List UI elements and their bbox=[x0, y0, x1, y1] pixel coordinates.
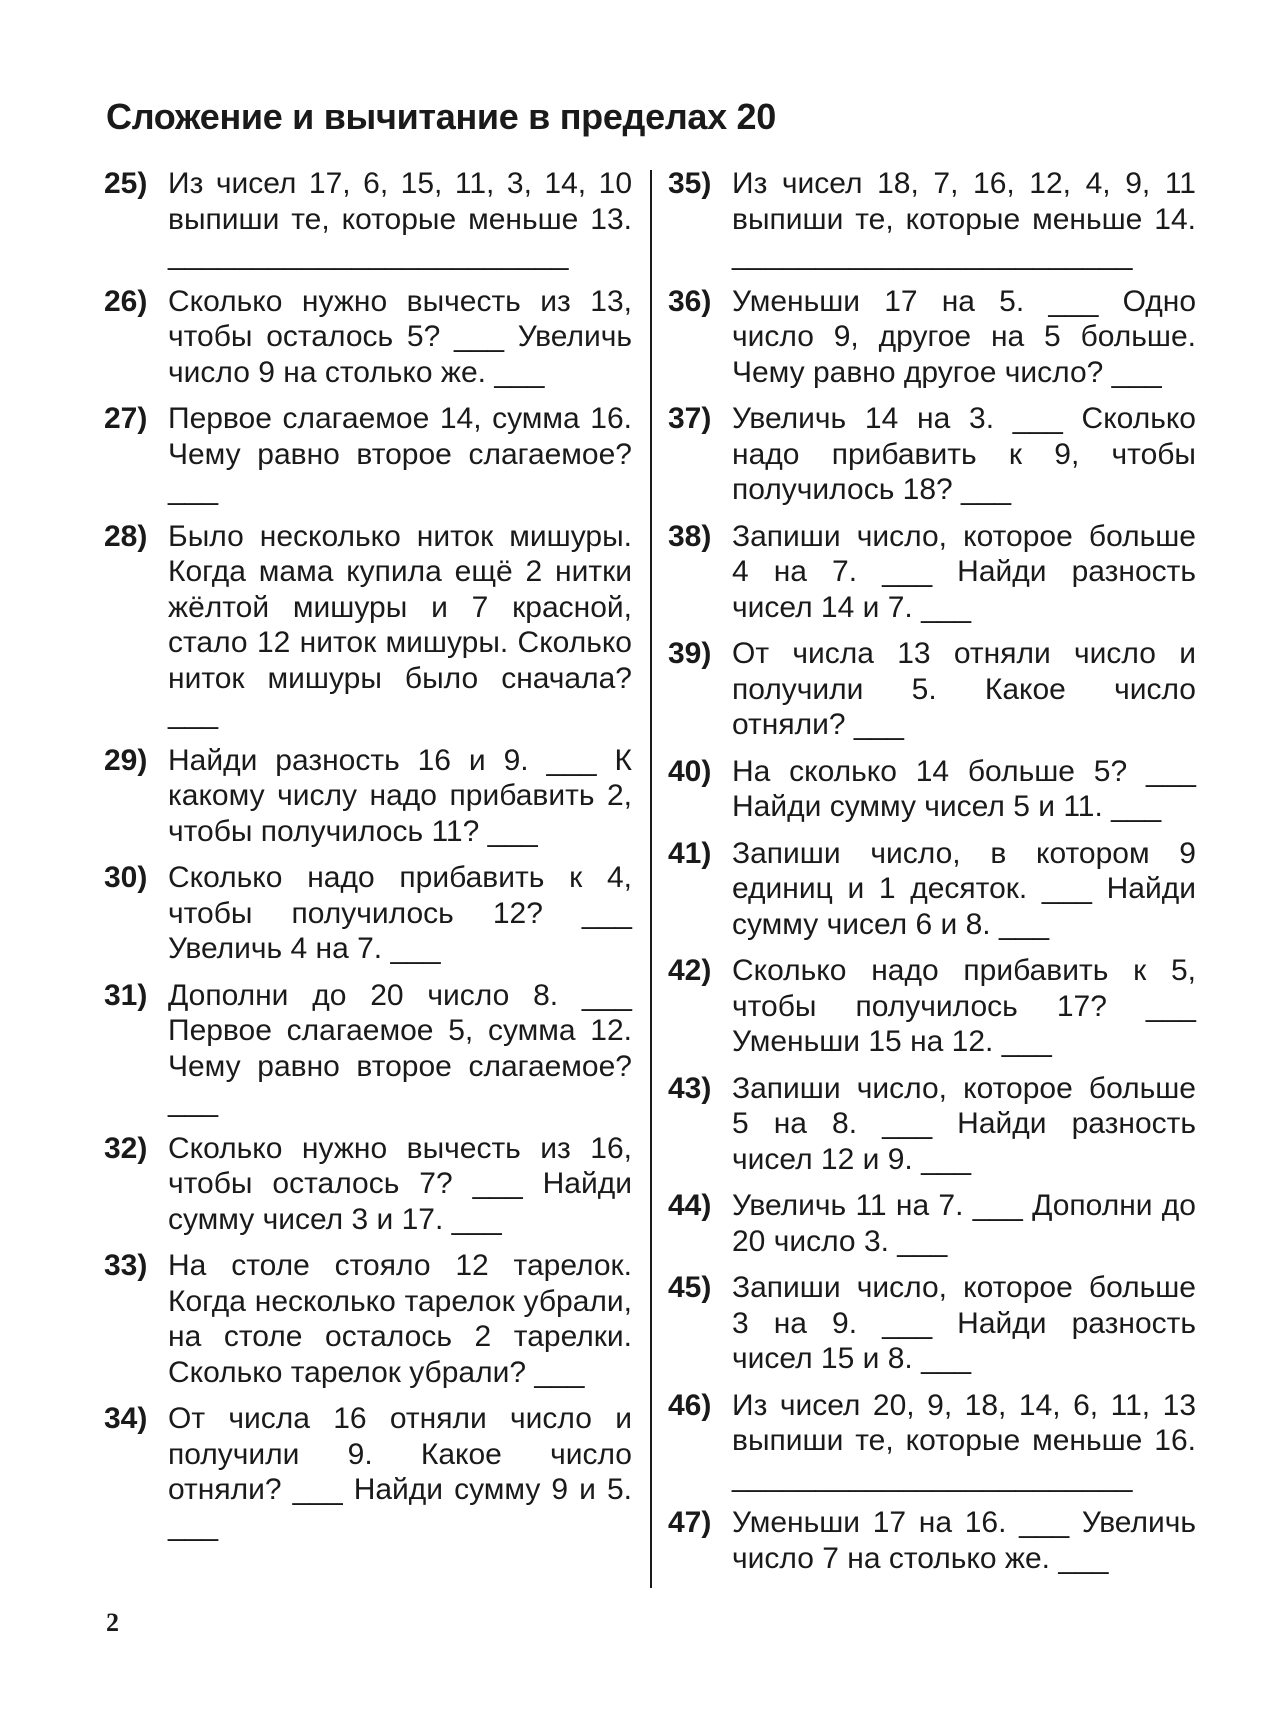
task-number: 38) bbox=[668, 519, 712, 553]
task-number: 47) bbox=[668, 1506, 712, 1539]
task-number: 46) bbox=[668, 1388, 712, 1422]
task-number: 40) bbox=[668, 754, 712, 788]
task-text: Из чисел 20, 9, 18, 14, 6, 11, 13 выпиши те, которые меньше 16. ________________________ bbox=[732, 1388, 1196, 1493]
task-item bbox=[104, 860, 632, 967]
task-number: 28) bbox=[104, 519, 148, 553]
task-text: На столе стояло 12 тарелок. Когда несколько тарелок убрали, на столе осталось 2 тарелки. Сколько тарелок убрали? ___ bbox=[168, 1249, 632, 1389]
page-number: 2 bbox=[106, 1608, 119, 1637]
task-number: 36) bbox=[668, 284, 712, 318]
task-item bbox=[104, 743, 632, 850]
task-number: 43) bbox=[668, 1071, 712, 1105]
task-number: 32) bbox=[104, 1131, 148, 1165]
task-item bbox=[668, 284, 1196, 391]
task-text: Увеличь 11 на 7. ___ Дополни до 20 число 3. ___ bbox=[732, 1189, 1196, 1258]
task-number: 26) bbox=[104, 284, 148, 318]
task-text: Уменьши 17 на 16. ___ Увеличь число 7 на столько же. ___ bbox=[732, 1506, 1196, 1575]
task-text: Запиши число, которое больше 3 на 9. ___ Найди разность чисел 15 и 8. ___ bbox=[732, 1271, 1196, 1375]
task-text: Сколько нужно вычесть из 13, чтобы осталось 5? ___ Увеличь число 9 на столько же. ___ bbox=[168, 284, 632, 389]
task-item bbox=[668, 519, 1196, 626]
task-item bbox=[668, 1071, 1196, 1178]
task-item bbox=[104, 1248, 632, 1390]
task-item bbox=[668, 953, 1196, 1060]
task-item bbox=[668, 836, 1196, 943]
task-number: 29) bbox=[104, 743, 148, 777]
task-item bbox=[668, 166, 1196, 273]
task-number: 33) bbox=[104, 1249, 148, 1282]
task-text: Найди разность 16 и 9. ___ К какому числу надо прибавить 2, чтобы получилось 11? ___ bbox=[168, 743, 632, 848]
task-text: Из чисел 17, 6, 15, 11, 3, 14, 10 выпиши те, которые меньше 13. ________________________ bbox=[168, 167, 632, 271]
task-item bbox=[668, 401, 1196, 508]
task-number: 44) bbox=[668, 1189, 712, 1222]
task-text: Сколько надо прибавить к 4, чтобы получилось 12? ___ Увеличь 4 на 7. ___ bbox=[168, 861, 632, 965]
task-number: 37) bbox=[668, 402, 712, 435]
task-text: Запиши число, которое больше 5 на 8. ___ Найди разность чисел 12 и 9. ___ bbox=[732, 1071, 1196, 1176]
task-number: 31) bbox=[104, 978, 148, 1012]
task-number: 25) bbox=[104, 167, 148, 200]
task-number: 27) bbox=[104, 402, 148, 435]
task-text: От числа 13 отняли число и получили 5. Какое число отняли? ___ bbox=[732, 637, 1196, 741]
task-number: 30) bbox=[104, 861, 148, 894]
task-item bbox=[668, 1388, 1196, 1495]
task-text: Запиши число, которое больше 4 на 7. ___ Найди разность чисел 14 и 7. ___ bbox=[732, 519, 1196, 624]
task-number: 39) bbox=[668, 637, 712, 670]
task-item bbox=[668, 1505, 1196, 1576]
task-item bbox=[104, 519, 632, 732]
task-text: Сколько нужно вычесть из 16, чтобы осталось 7? ___ Найди сумму чисел 3 и 17. ___ bbox=[168, 1131, 632, 1236]
task-number: 45) bbox=[668, 1271, 712, 1304]
task-number: 42) bbox=[668, 954, 712, 987]
task-item bbox=[668, 1270, 1196, 1377]
column-divider bbox=[650, 170, 652, 1588]
task-item bbox=[668, 636, 1196, 743]
task-number: 41) bbox=[668, 836, 712, 870]
task-text: На сколько 14 больше 5? ___ Найди сумму чисел 5 и 11. ___ bbox=[732, 754, 1196, 823]
task-text: Уменьши 17 на 5. ___ Одно число 9, другое на 5 больше. Чему равно другое число? ___ bbox=[732, 284, 1196, 389]
page-title: Сложение и вычитание в пределах 20 bbox=[106, 96, 776, 137]
left-column bbox=[104, 166, 632, 1554]
task-item bbox=[104, 401, 632, 508]
task-text: Дополни до 20 число 8. ___ Первое слагаемое 5, сумма 12. Чему равно второе слагаемое? ___ bbox=[168, 978, 632, 1118]
task-text: Было несколько ниток мишуры. Когда мама купила ещё 2 нитки жёлтой мишуры и 7 красной, стало 12 ниток мишуры. Сколько ниток мишуры было сначала? ___ bbox=[168, 519, 632, 730]
task-text: Запиши число, в котором 9 единиц и 1 десяток. ___ Найди сумму чисел 6 и 8. ___ bbox=[732, 836, 1196, 941]
task-item bbox=[668, 754, 1196, 825]
task-text: От числа 16 отняли число и получили 9. Какое число отняли? ___ Найди сумму 9 и 5. ___ bbox=[168, 1402, 632, 1542]
task-item bbox=[104, 1401, 632, 1543]
task-number: 35) bbox=[668, 167, 712, 200]
task-text: Первое слагаемое 14, сумма 16. Чему равно второе слагаемое? ___ bbox=[168, 402, 632, 506]
task-number: 34) bbox=[104, 1402, 148, 1435]
task-item bbox=[668, 1188, 1196, 1259]
right-column bbox=[668, 166, 1196, 1587]
task-item bbox=[104, 1131, 632, 1238]
task-item bbox=[104, 284, 632, 391]
task-text: Сколько надо прибавить к 5, чтобы получилось 17? ___ Уменьши 15 на 12. ___ bbox=[732, 954, 1196, 1058]
task-text: Из чисел 18, 7, 16, 12, 4, 9, 11 выпиши те, которые меньше 14. ________________________ bbox=[732, 167, 1196, 271]
task-text: Увеличь 14 на 3. ___ Сколько надо прибавить к 9, чтобы получилось 18? ___ bbox=[732, 402, 1196, 506]
task-item bbox=[104, 978, 632, 1120]
task-item bbox=[104, 166, 632, 273]
